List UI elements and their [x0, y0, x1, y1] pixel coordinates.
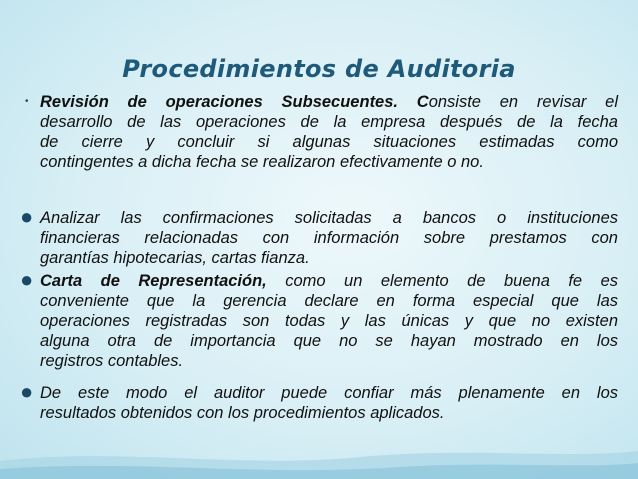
text-line: registros contables.	[40, 352, 184, 370]
text-line: De este modo el auditor puede confiar más plenamente en los	[40, 384, 618, 402]
text-line: desarrollo de las operaciones de la empresa después de la fecha	[40, 113, 618, 131]
text-line: financieras relacionadas con información sobre prestamos con	[40, 229, 618, 247]
text-line: Carta de Representación, como un elemento de buena fe es	[40, 272, 619, 290]
text-line: de cierre y concluir si algunas situaciones estimadas como	[40, 133, 618, 151]
slide-title: Procedimientos de Auditoria	[122, 55, 516, 83]
text-line: alguna otra de importancia que no se hayan mostrado en los	[40, 332, 618, 350]
bullet-icon: ●	[20, 204, 34, 229]
text-line: Analizar las confirmaciones solicitadas a bancos o instituciones	[40, 209, 618, 227]
text-line: garantías hipotecarias, cartas fianza.	[40, 249, 310, 267]
text-line: contingentes a dicha fecha se realizaron efectivamente o no.	[40, 153, 484, 171]
bullet-icon: •	[25, 96, 29, 107]
text-line: Revisión de operaciones Subsecuentes. Consiste en revisar el	[40, 93, 618, 111]
text-line: conveniente que la gerencia declare en forma especial que las	[40, 292, 618, 310]
text-line: operaciones registradas son todas y las únicas y que no existen	[40, 312, 618, 330]
bullet-icon: ●	[20, 379, 34, 404]
text-line: resultados obtenidos con los procedimientos aplicados.	[40, 404, 445, 422]
bullet-icon: ●	[20, 267, 34, 292]
